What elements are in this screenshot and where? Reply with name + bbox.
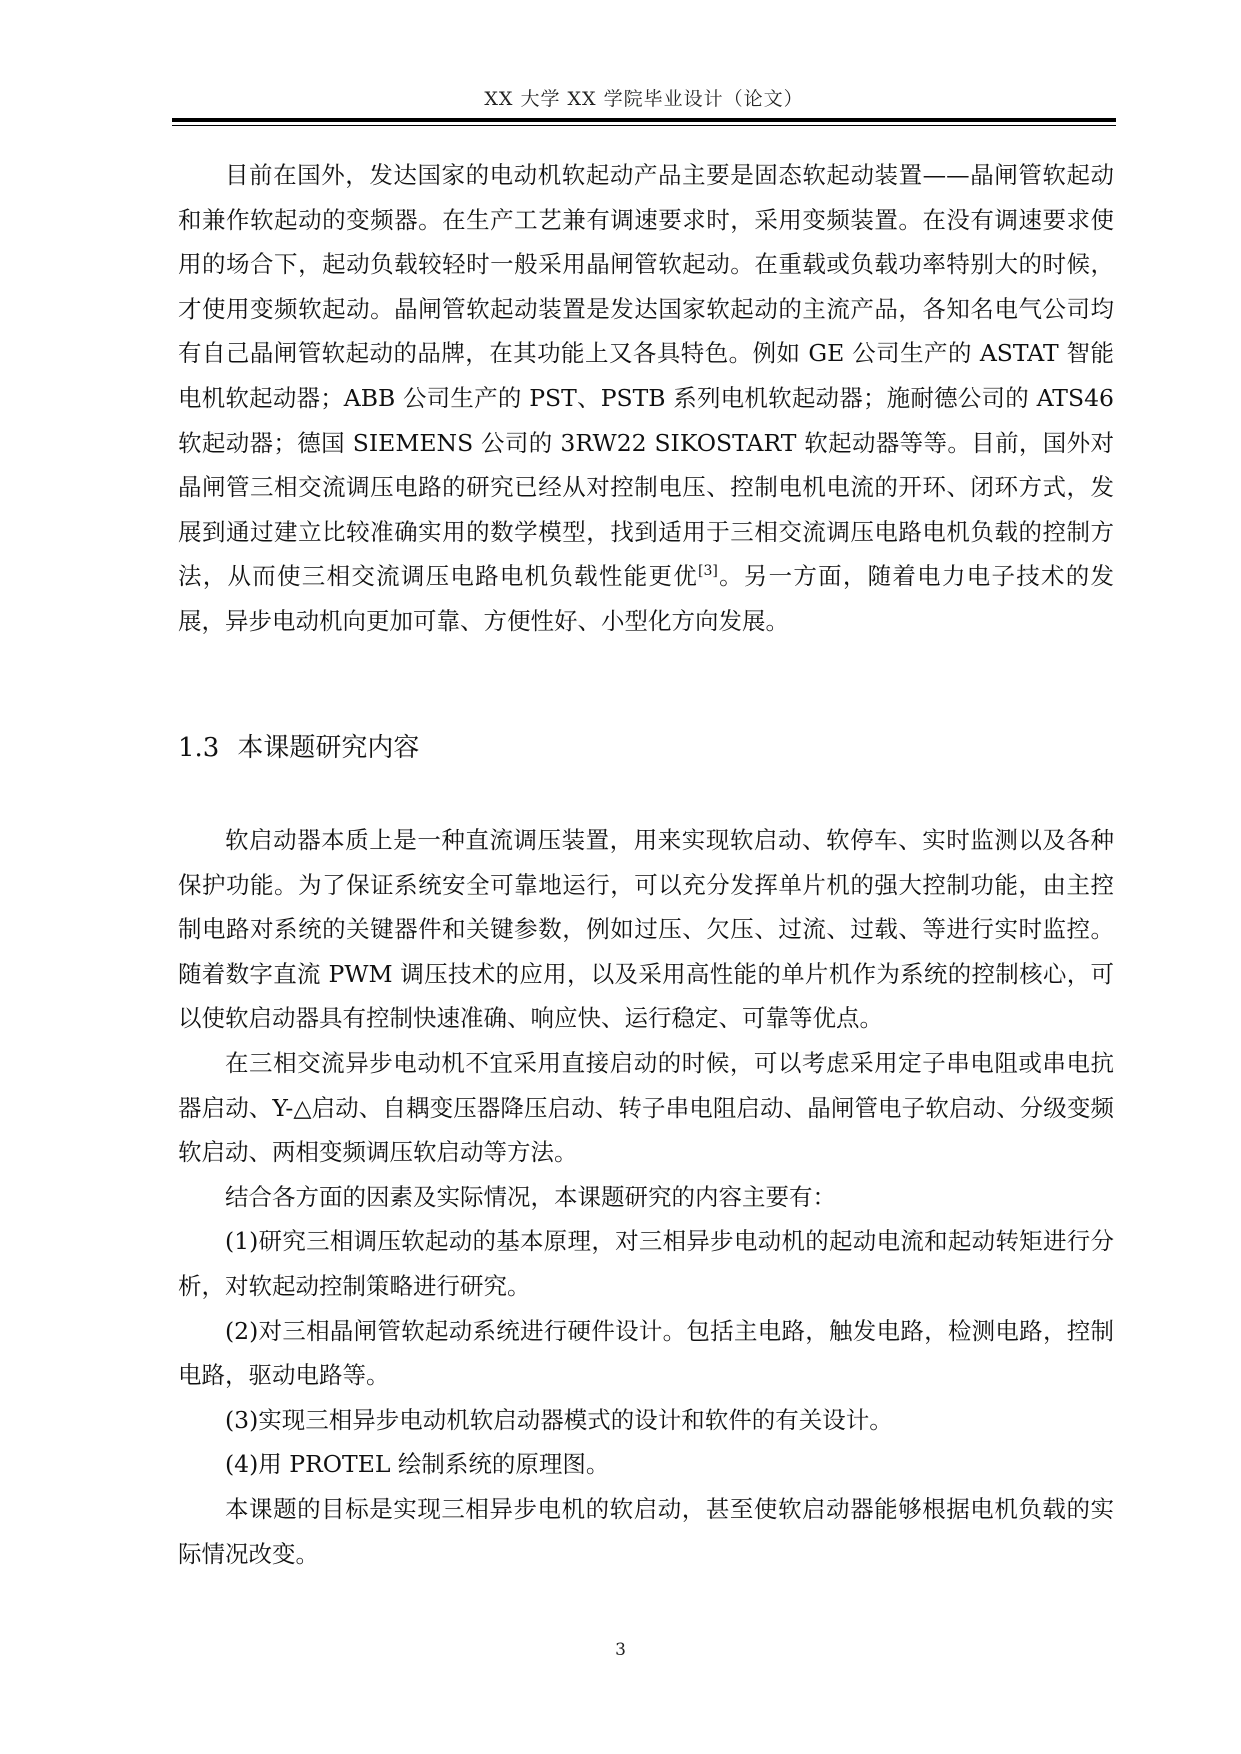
section-number: 1.3 [178,733,220,763]
list-item: (3)实现三相异步电动机软启动器模式的设计和软件的有关设计。 [225,1405,893,1434]
page-header: XX 大学 XX 学院毕业设计（论文） [484,88,804,110]
page-number: 3 [615,1640,626,1660]
section-title: 本课题研究内容 [237,733,420,763]
paragraph-text: 。另一方面，随着电力电子技术的发展，异步电动机向更加可靠、方便性好、小型化方向发展。 [178,562,1115,635]
citation-ref: [3] [697,563,718,580]
paragraph: 在三相交流异步电动机不宜采用直接启动的时候，可以考虑采用定子串电阻或串电抗器启动、Y-△启动、自耦变压器降压启动、转子串电阻启动、晶闸管电子软启动、分级变频软启动、两相变频调压软启动等方法。 [178,1048,1114,1167]
list-item: (4)用 PROTEL 绘制系统的原理图。 [225,1450,610,1479]
header-rule-thick [172,118,1116,122]
paragraph-text: 目前在国外，发达国家的电动机软起动产品主要是固态软起动装置——晶闸管软起动和兼作软起动的变频器。在生产工艺兼有调速要求时，采用变频装置。在没有调速要求使用的场合下，起动负载较轻时一般采用晶闸管软起动。在重载或负载功率特别大的时候，才使用变频软起动。晶闸管软起动装置是发达国家软起动的主流产品，各知名电气公司均有自己晶闸管软起动的品牌，在其功能上又各具特色。例如 GE 公司生产的 ASTAT 智能电机软起动器；ABB 公司生产的 PST、PSTB 系列电机软起动器；施耐德公司的 ATS46 软起动器；德国 SIEMENS 公司的 3RW22 SIKOSTART 软起动器等等。目前，国外对晶闸管三相交流调压电路的研究已经从对控制电压、控制电机电流的开环、闭环方式，发展到通过建立比较准确实用的数学模型，找到适用于三相交流调压电路电机负载的控制方法，从而使三相交流调压电路电机负载性能更优 [178,161,1114,591]
section-1-body [178,153,1114,644]
header-rule-thin [172,125,1116,126]
paragraph: 结合各方面的因素及实际情况，本课题研究的内容主要有： [225,1182,836,1211]
paragraph: 软启动器本质上是一种直流调压装置，用来实现软启动、软停车、实时监测以及各种保护功能。为了保证系统安全可靠地运行，可以充分发挥单片机的强大控制功能，由主控制电路对系统的关键器件和关键参数，例如过压、欠压、过流、过载、等进行实时监控。随着数字直流 PWM 调压技术的应用，以及采用高性能的单片机作为系统的控制核心，可以使软启动器具有控制快速准确、响应快、运行稳定、可靠等优点。 [178,826,1114,1033]
list-item: (1)研究三相调压软起动的基本原理，对三相异步电动机的起动电流和起动转矩进行分析，对软起动控制策略进行研究。 [178,1227,1114,1300]
section-2-body [178,818,1114,1576]
paragraph [178,153,1114,644]
section-heading [178,727,419,764]
paragraph: 本课题的目标是实现三相异步电机的软启动，甚至使软启动器能够根据电机负载的实际情况改变。 [178,1494,1114,1568]
list-item: (2)对三相晶闸管软起动系统进行硬件设计。包括主电路，触发电路，检测电路，控制电路，驱动电路等。 [178,1316,1114,1390]
